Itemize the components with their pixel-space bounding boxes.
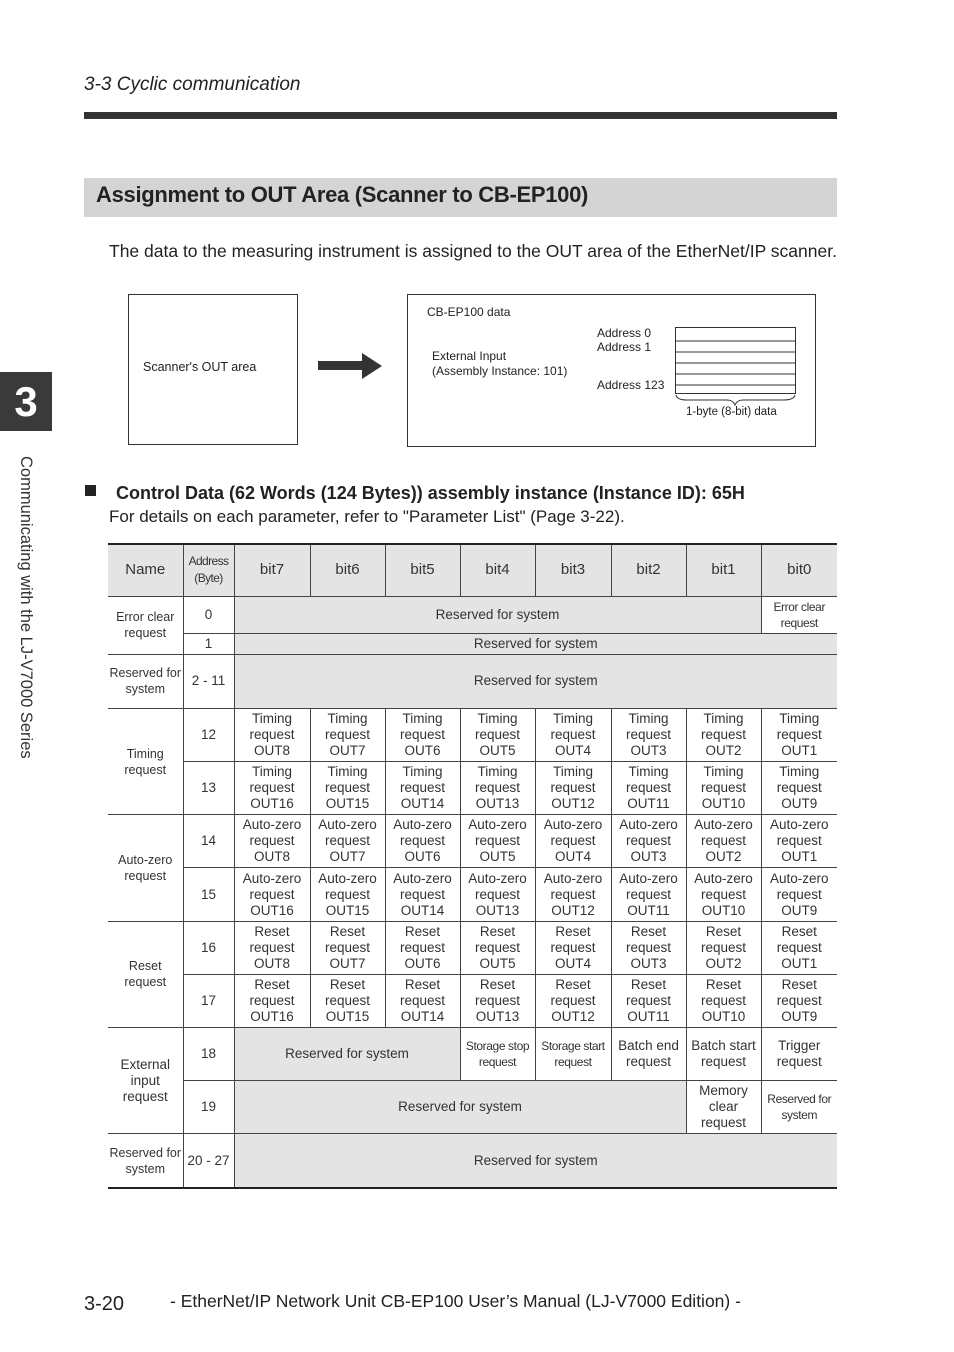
address-cell: 2 - 11 bbox=[183, 654, 234, 708]
bit-cell: Auto-zero request OUT7 bbox=[310, 815, 385, 868]
reserved-cell: Reserved for system bbox=[234, 596, 761, 633]
address-cell: 14 bbox=[183, 815, 234, 868]
footer-title: - EtherNet/IP Network Unit CB-EP100 User’s Manual (LJ-V7000 Edition) - bbox=[170, 1291, 741, 1311]
bit-cell: Timing request OUT14 bbox=[385, 762, 460, 815]
address-cell: 18 bbox=[183, 1027, 234, 1080]
address-cell: 12 bbox=[183, 708, 234, 761]
bit-cell: Timing request OUT5 bbox=[460, 708, 535, 761]
bit-cell: Reset request OUT5 bbox=[460, 921, 535, 974]
bit-cell: Reset request OUT9 bbox=[761, 974, 837, 1027]
bit-cell: Reset request OUT11 bbox=[611, 974, 686, 1027]
table-row bbox=[108, 921, 837, 974]
bit-cell: Timing request OUT2 bbox=[686, 708, 761, 761]
address-123-label: Address 123 bbox=[597, 378, 665, 392]
bit-cell: Auto-zero request OUT6 bbox=[385, 815, 460, 868]
intro-paragraph: The data to the measuring instrument is assigned to the OUT area of the EtherNet/IP scanner. bbox=[109, 241, 837, 261]
table-row bbox=[108, 868, 837, 921]
table-row bbox=[108, 633, 837, 654]
bit-cell: Timing request OUT7 bbox=[310, 708, 385, 761]
side-chapter-title: Communicating with the LJ-V7000 Series bbox=[17, 456, 35, 759]
bit-cell: Auto-zero request OUT1 bbox=[761, 815, 837, 868]
external-input-line2: (Assembly Instance: 101) bbox=[432, 364, 568, 378]
bit-cell: Reset request OUT14 bbox=[385, 974, 460, 1027]
group-external-input: External input request bbox=[108, 1027, 183, 1133]
reserved-cell: Reserved for system bbox=[234, 1134, 837, 1188]
bit-cell: Auto-zero request OUT2 bbox=[686, 815, 761, 868]
bit-cell: Timing request OUT1 bbox=[761, 708, 837, 761]
header-name: Name bbox=[108, 544, 183, 596]
cb-ep100-data-title: CB-EP100 data bbox=[427, 305, 511, 319]
bit-cell: Auto-zero request OUT13 bbox=[460, 868, 535, 921]
bit-cell: Auto-zero request OUT12 bbox=[535, 868, 611, 921]
bit-cell: Timing request OUT16 bbox=[234, 762, 310, 815]
group-timing: Timing request bbox=[108, 708, 183, 814]
bit-cell: Auto-zero request OUT10 bbox=[686, 868, 761, 921]
group-error-clear: Error clear request bbox=[108, 596, 183, 654]
header-bit3: bit3 bbox=[535, 544, 611, 596]
table-row bbox=[108, 596, 837, 633]
table-row bbox=[108, 1081, 837, 1134]
section-label: 3-3 Cyclic communication bbox=[84, 74, 301, 95]
bit-cell: Reset request OUT10 bbox=[686, 974, 761, 1027]
header-bit7: bit7 bbox=[234, 544, 310, 596]
external-input-label bbox=[432, 349, 567, 379]
error-clear-bit0-cell: Error clear request bbox=[761, 596, 837, 633]
header-address bbox=[183, 544, 234, 596]
table-row bbox=[108, 1134, 837, 1188]
bit-cell: Timing request OUT10 bbox=[686, 762, 761, 815]
header-bit6: bit6 bbox=[310, 544, 385, 596]
group-autozero: Auto-zero request bbox=[108, 815, 183, 921]
reserved-bit0-cell: Reserved for system bbox=[761, 1081, 837, 1134]
memory-clear-cell: Memory clear request bbox=[686, 1081, 761, 1134]
header-bit2: bit2 bbox=[611, 544, 686, 596]
bit-cell: Timing request OUT11 bbox=[611, 762, 686, 815]
control-data-title: Control Data (62 Words (124 Bytes)) assembly instance (Instance ID): 65H bbox=[116, 483, 745, 503]
table-row bbox=[108, 762, 837, 815]
bit-cell: Auto-zero request OUT5 bbox=[460, 815, 535, 868]
bit-cell: Reset request OUT1 bbox=[761, 921, 837, 974]
group-reset: Reset request bbox=[108, 921, 183, 1027]
top-rule bbox=[84, 112, 837, 119]
page-number: 3-20 bbox=[84, 1293, 125, 1315]
scanner-out-area-label: Scanner's OUT area bbox=[143, 360, 257, 374]
bit-cell: Reset request OUT12 bbox=[535, 974, 611, 1027]
bit-cell: Timing request OUT8 bbox=[234, 708, 310, 761]
bit-cell: Timing request OUT6 bbox=[385, 708, 460, 761]
reserved-cell: Reserved for system bbox=[234, 654, 837, 708]
bit-cell: Auto-zero request OUT3 bbox=[611, 815, 686, 868]
bit-cell: Reset request OUT16 bbox=[234, 974, 310, 1027]
external-input-line1: External Input bbox=[432, 349, 507, 363]
address-cell: 0 bbox=[183, 596, 234, 633]
bit-cell: Auto-zero request OUT11 bbox=[611, 868, 686, 921]
header-address-line1: Address bbox=[188, 554, 229, 569]
storage-stop-cell: Storage stop request bbox=[460, 1027, 535, 1080]
address-0-label: Address 0 bbox=[597, 326, 652, 340]
address-cell: 13 bbox=[183, 762, 234, 815]
table-row bbox=[108, 708, 837, 761]
header-bit1: bit1 bbox=[686, 544, 761, 596]
address-cell: 20 - 27 bbox=[183, 1134, 234, 1188]
square-bullet-icon bbox=[85, 485, 96, 496]
bit-cell: Timing request OUT13 bbox=[460, 762, 535, 815]
address-cell: 1 bbox=[183, 633, 234, 654]
out-area-table bbox=[108, 543, 837, 1189]
byte-data-label: 1-byte (8-bit) data bbox=[686, 406, 777, 418]
storage-start-cell: Storage start request bbox=[535, 1027, 611, 1080]
bit-cell: Timing request OUT3 bbox=[611, 708, 686, 761]
group-reserved-2: Reserved for system bbox=[108, 1134, 183, 1188]
arrow-right-icon bbox=[316, 350, 384, 382]
bit-cell: Reset request OUT13 bbox=[460, 974, 535, 1027]
header-bit4: bit4 bbox=[460, 544, 535, 596]
batch-end-cell: Batch end request bbox=[611, 1027, 686, 1080]
bit-cell: Timing request OUT15 bbox=[310, 762, 385, 815]
bit-cell: Reset request OUT7 bbox=[310, 921, 385, 974]
bit-cell: Reset request OUT3 bbox=[611, 921, 686, 974]
address-cell: 16 bbox=[183, 921, 234, 974]
group-reserved: Reserved for system bbox=[108, 654, 183, 708]
table-header-row bbox=[108, 544, 837, 596]
address-1-label: Address 1 bbox=[597, 340, 652, 354]
trigger-cell: Trigger request bbox=[761, 1027, 837, 1080]
reserved-cell: Reserved for system bbox=[234, 633, 837, 654]
bit-cell: Timing request OUT4 bbox=[535, 708, 611, 761]
reserved-cell: Reserved for system bbox=[234, 1081, 686, 1134]
bit-cell: Reset request OUT2 bbox=[686, 921, 761, 974]
bit-cell: Auto-zero request OUT9 bbox=[761, 868, 837, 921]
table-row bbox=[108, 654, 837, 708]
table-row bbox=[108, 815, 837, 868]
chapter-tab: 3 bbox=[0, 372, 52, 431]
address-cell: 17 bbox=[183, 974, 234, 1027]
control-data-subtitle: For details on each parameter, refer to "Parameter List" (Page 3-22). bbox=[109, 507, 625, 526]
header-bit0: bit0 bbox=[761, 544, 837, 596]
bit-cell: Reset request OUT8 bbox=[234, 921, 310, 974]
bit-cell: Auto-zero request OUT4 bbox=[535, 815, 611, 868]
bit-cell: Auto-zero request OUT8 bbox=[234, 815, 310, 868]
bit-cell: Auto-zero request OUT14 bbox=[385, 868, 460, 921]
header-bit5: bit5 bbox=[385, 544, 460, 596]
bit-cell: Reset request OUT15 bbox=[310, 974, 385, 1027]
table-row bbox=[108, 974, 837, 1027]
bit-cell: Auto-zero request OUT16 bbox=[234, 868, 310, 921]
batch-start-cell: Batch start request bbox=[686, 1027, 761, 1080]
reserved-cell: Reserved for system bbox=[234, 1027, 460, 1080]
address-cell: 15 bbox=[183, 868, 234, 921]
header-address-line2: (Byte) bbox=[194, 571, 223, 586]
bit-cell: Reset request OUT4 bbox=[535, 921, 611, 974]
address-cell: 19 bbox=[183, 1081, 234, 1134]
bit-cell: Reset request OUT6 bbox=[385, 921, 460, 974]
memory-grid bbox=[675, 327, 799, 407]
table-row bbox=[108, 1027, 837, 1080]
page-heading: Assignment to OUT Area (Scanner to CB-EP100) bbox=[96, 182, 589, 207]
bit-cell: Timing request OUT12 bbox=[535, 762, 611, 815]
bit-cell: Timing request OUT9 bbox=[761, 762, 837, 815]
bit-cell: Auto-zero request OUT15 bbox=[310, 868, 385, 921]
